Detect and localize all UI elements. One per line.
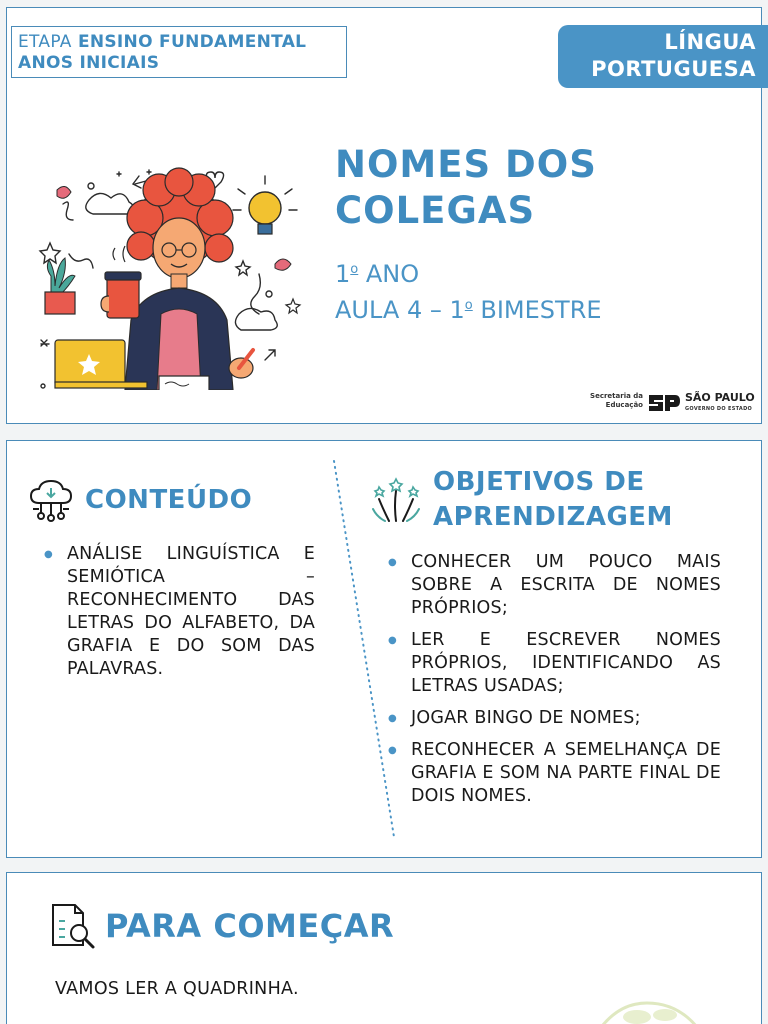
secretaria-line-2: Educação [605,401,643,409]
para-comecar-panel [6,872,762,1024]
objetivo-item: ● CONHECER UM POUCO MAIS SOBRE A ESCRITA DE NOMES PRÓPRIOS; [387,551,721,620]
conteudo-list [43,543,315,690]
subject-line-2: PORTUGUESA [591,57,756,81]
lesson-title-line-2: COLEGAS [335,189,536,232]
lesson-subtitle [335,254,735,326]
secretaria-line-1: Secretaria da [590,392,643,400]
objetivo-item: ● RECONHECER A SEMELHANÇA DE GRAFIA E SOM NA PARTE FINAL DE DOIS NOMES. [387,739,721,808]
objetivo-item: ● JOGAR BINGO DE NOMES; [387,707,721,730]
stage-name-2: ANOS INICIAIS [18,53,160,73]
grade-number: 1 [335,260,351,288]
cover-panel [6,7,762,424]
stage-prefix: ETAPA [18,32,72,52]
lesson-number: AULA 4 – [335,296,442,324]
para-comecar-heading: PARA COMEÇAR [105,907,395,945]
subject-tab [558,25,768,88]
document-search-icon [49,901,97,951]
grade-text: ANO [365,260,420,288]
stage-line-1 [18,32,340,53]
lesson-line [335,290,735,326]
stage-name-1: ENSINO FUNDAMENTAL [77,32,307,52]
para-comecar-text: VAMOS LER A QUADRINHA. [55,979,299,999]
bimester-text: BIMESTRE [480,296,602,324]
objetivos-heading [433,465,673,535]
government-logo [585,389,755,417]
lesson-title [335,142,735,234]
bimester-number: 1 [449,296,465,324]
leaf-decoration-icon [587,997,707,1024]
objetivos-heading-line-1: OBJETIVOS DE [433,467,645,497]
teacher-illustration [29,164,311,390]
conteudo-heading: CONTEÚDO [85,485,253,515]
content-objectives-panel [6,440,762,858]
grade-line [335,254,735,290]
objetivo-item: ● LER E ESCREVER NOMES PRÓPRIOS, IDENTIFICANDO AS LETRAS USADAS; [387,629,721,698]
sp-mark-icon [647,391,681,415]
stage-label-box [11,26,347,78]
grade-ordinal: o [350,262,359,277]
objetivos-list [387,551,721,817]
conteudo-item: ● ANÁLISE LINGUÍSTICA E SEMIÓTICA – RECONHECIMENTO DAS LETRAS DO ALFABETO, DA GRAFIA E DO SOM DAS PALAVRAS. [43,543,315,681]
cloud-network-icon [29,479,75,525]
sp-name: SÃO PAULO [685,391,755,404]
objetivos-heading-line-2: APRENDIZAGEM [433,502,673,532]
fireworks-icon [369,475,423,527]
lesson-title-line-1: NOMES DOS [335,143,597,186]
subject-line-1: LÍNGUA [664,30,756,54]
bimester-ordinal: o [464,298,473,313]
sp-subtitle: GOVERNO DO ESTADO [685,406,753,412]
